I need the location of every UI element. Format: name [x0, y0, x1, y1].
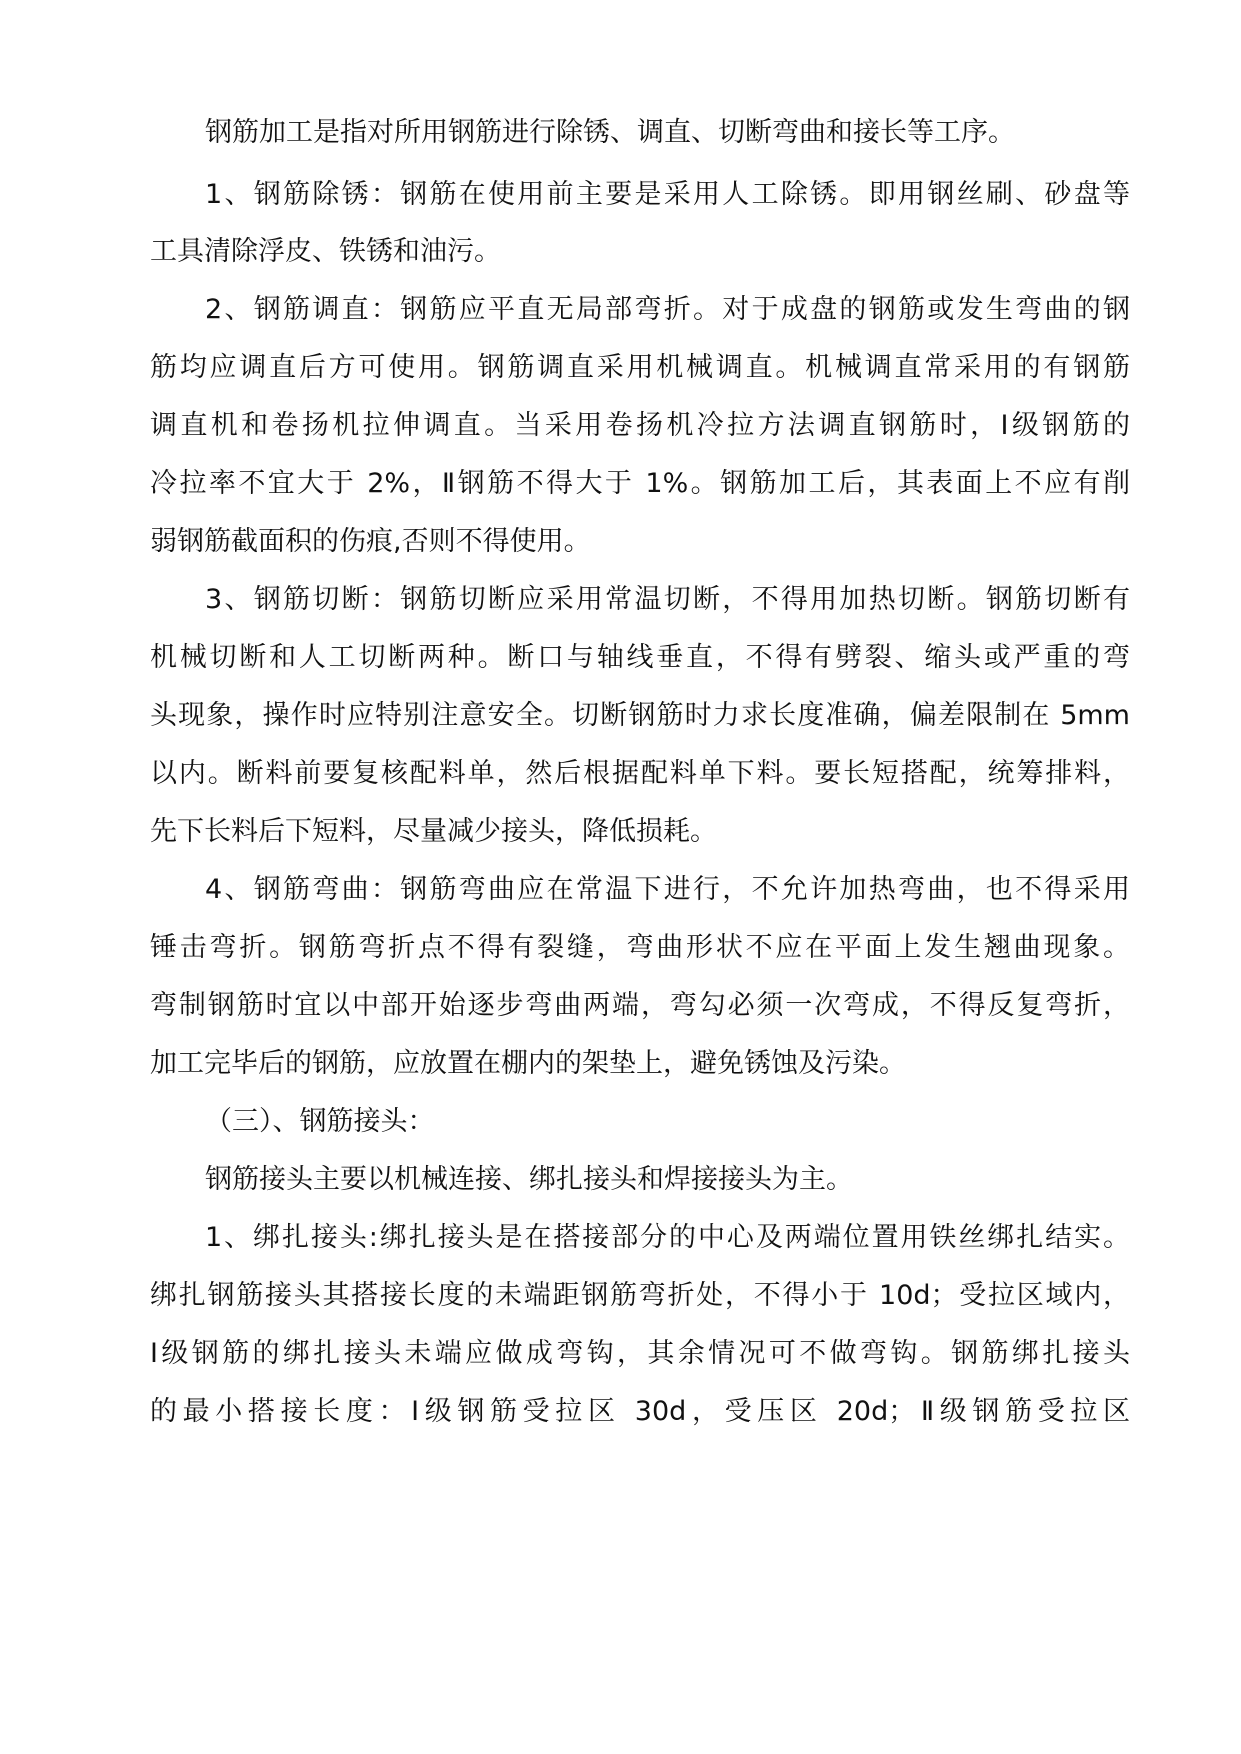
- paragraph-joints-intro-line-1: 钢筋接头主要以机械连接、绑扎接头和焊接接头为主。: [205, 1164, 853, 1195]
- paragraph-cutting-line-3: 头现象，操作时应特别注意安全。切断钢筋时力求长度准确，偏差限制在 5mm: [150, 700, 1130, 731]
- paragraph-straightening-line-5: 弱钢筋截面积的伤痕,否则不得使用。: [150, 526, 591, 557]
- paragraph-bending-line-3: 弯制钢筋时宜以中部开始逐步弯曲两端，弯勾必须一次弯成，不得反复弯折，: [150, 990, 1130, 1021]
- paragraph-cutting-line-1: 3、钢筋切断：钢筋切断应采用常温切断，不得用加热切断。钢筋切断有: [205, 584, 1130, 615]
- paragraph-bending-line-1: 4、钢筋弯曲：钢筋弯曲应在常温下进行，不允许加热弯曲，也不得采用: [205, 874, 1130, 905]
- paragraph-straightening-line-3: 调直机和卷扬机拉伸调直。当采用卷扬机冷拉方法调直钢筋时，Ⅰ级钢筋的: [150, 410, 1130, 441]
- paragraph-binding-joint-line-3: Ⅰ级钢筋的绑扎接头未端应做成弯钩，其余情况可不做弯钩。钢筋绑扎接头: [150, 1338, 1130, 1369]
- section-heading-joints: （三）、钢筋接头：: [205, 1106, 435, 1137]
- paragraph-straightening-line-4: 冷拉率不宜大于 2%，Ⅱ钢筋不得大于 1%。钢筋加工后，其表面上不应有削: [150, 468, 1130, 499]
- paragraph-binding-joint-line-4: 的最小搭接长度：Ⅰ级钢筋受拉区 30d，受压区 20d；Ⅱ级钢筋受拉区: [150, 1396, 1130, 1427]
- paragraph-binding-joint-line-2: 绑扎钢筋接头其搭接长度的未端距钢筋弯折处，不得小于 10d；受拉区域内，: [150, 1280, 1130, 1311]
- paragraph-cutting-line-4: 以内。断料前要复核配料单，然后根据配料单下料。要长短搭配，统筹排料，: [150, 758, 1130, 789]
- paragraph-rust-removal-line-1: 1、钢筋除锈：钢筋在使用前主要是采用人工除锈。即用钢丝刷、砂盘等: [205, 179, 1130, 210]
- paragraph-binding-joint-line-1: 1、绑扎接头:绑扎接头是在搭接部分的中心及两端位置用铁丝绑扎结实。: [205, 1222, 1130, 1253]
- paragraph-intro-line-1: 钢筋加工是指对所用钢筋进行除锈、调直、切断弯曲和接长等工序。: [205, 117, 1015, 148]
- paragraph-straightening-line-2: 筋均应调直后方可使用。钢筋调直采用机械调直。机械调直常采用的有钢筋: [150, 352, 1130, 383]
- paragraph-rust-removal-line-2: 工具清除浮皮、铁锈和油污。: [150, 236, 501, 267]
- paragraph-bending-line-4: 加工完毕后的钢筋，应放置在棚内的架垫上，避免锈蚀及污染。: [150, 1048, 906, 1079]
- paragraph-bending-line-2: 锤击弯折。钢筋弯折点不得有裂缝，弯曲形状不应在平面上发生翘曲现象。: [150, 932, 1130, 963]
- paragraph-straightening-line-1: 2、钢筋调直：钢筋应平直无局部弯折。对于成盘的钢筋或发生弯曲的钢: [205, 294, 1130, 325]
- paragraph-cutting-line-5: 先下长料后下短料，尽量减少接头，降低损耗。: [150, 816, 717, 847]
- paragraph-cutting-line-2: 机械切断和人工切断两种。断口与轴线垂直，不得有劈裂、缩头或严重的弯: [150, 642, 1130, 673]
